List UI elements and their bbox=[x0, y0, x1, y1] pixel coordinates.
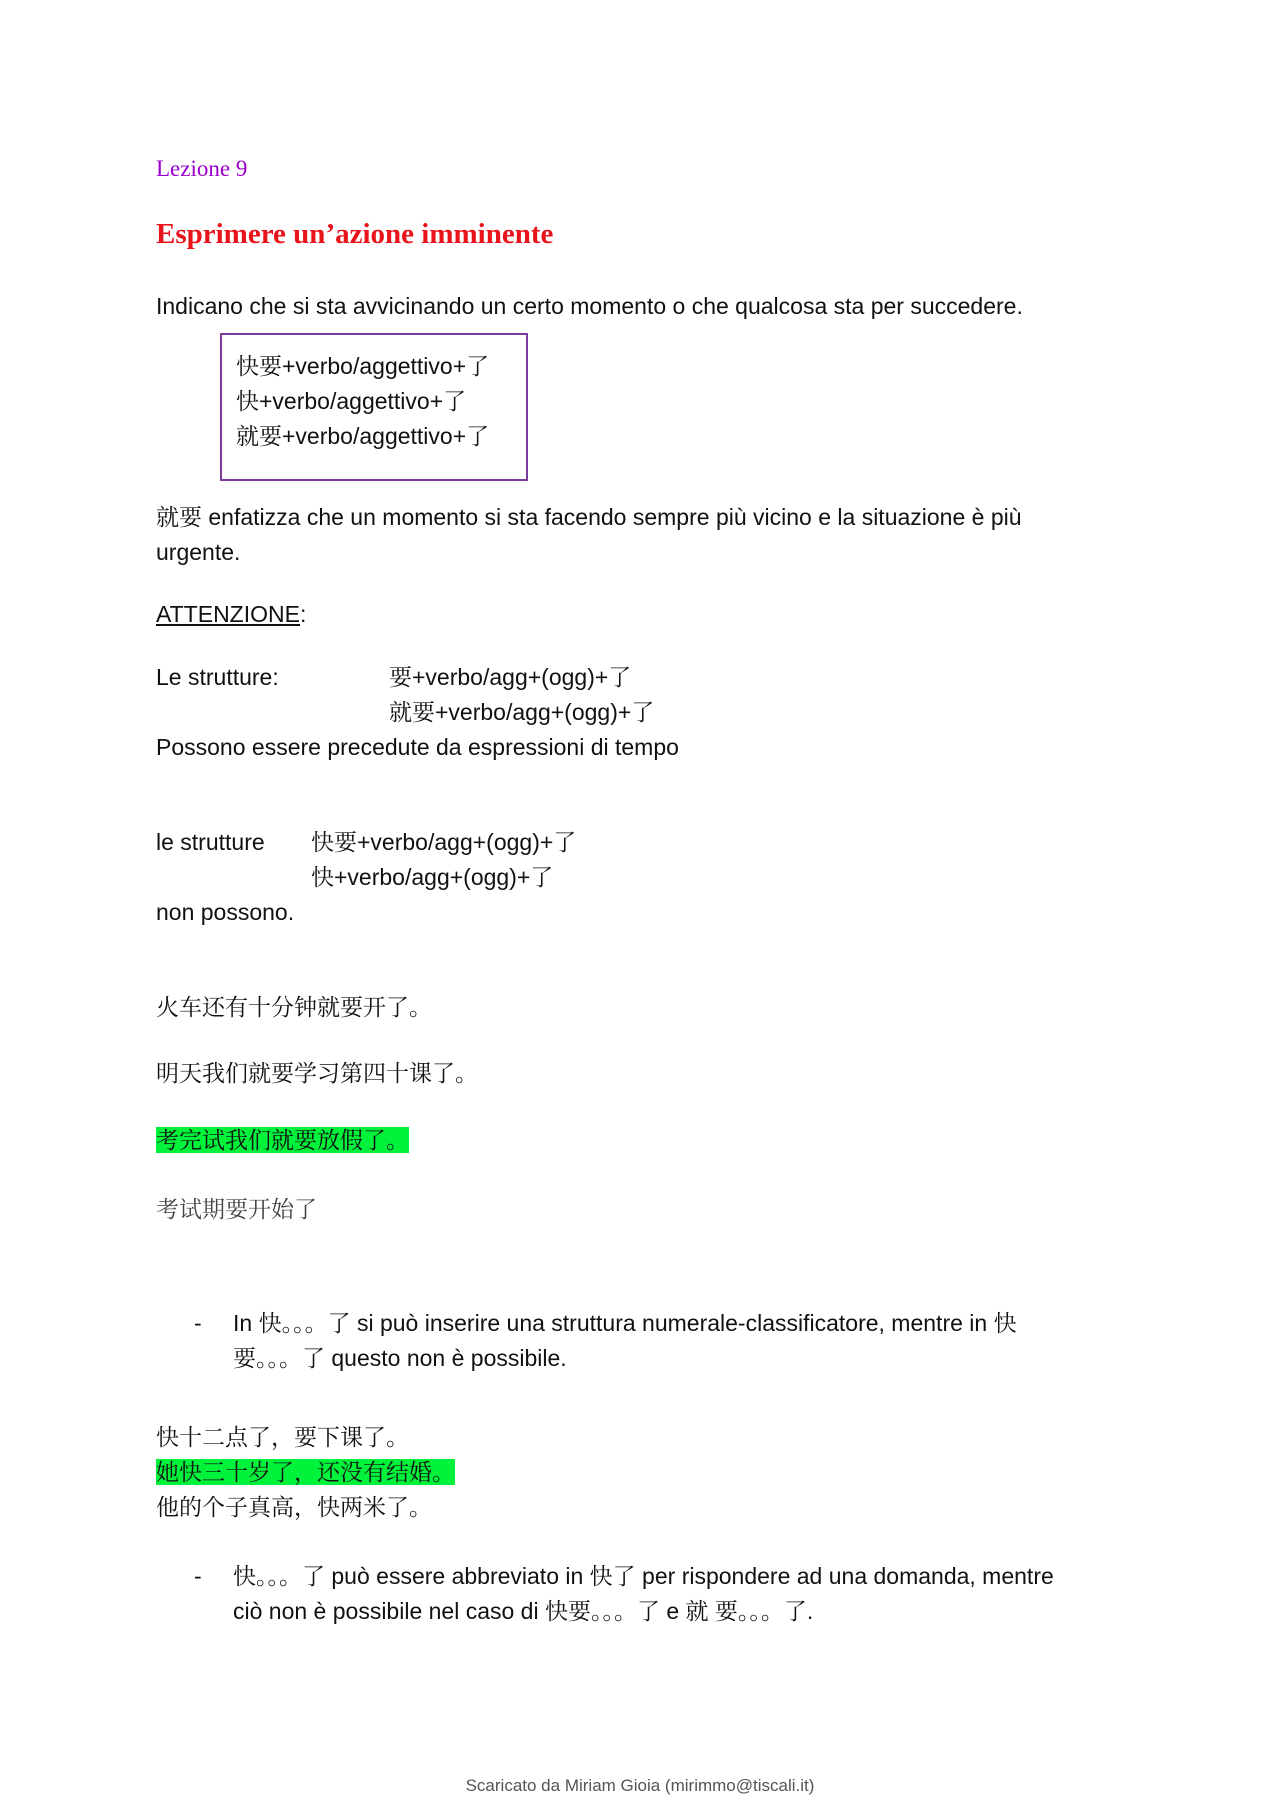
structures-a-label: Le strutture: bbox=[156, 664, 279, 690]
bullet-2-line-1: 快。。。了 può essere abbreviato in 快了 per rispondere ad una domanda, mentre bbox=[233, 1563, 1054, 1589]
highlight: 考完试我们就要放假了。 bbox=[156, 1127, 409, 1153]
download-footer: Scaricato da Miriam Gioia (mirimmo@tiscali.it) bbox=[465, 1776, 815, 1795]
structure-box bbox=[220, 333, 528, 481]
attention-label: ATTENZIONE bbox=[156, 601, 300, 627]
bullet-1-dash: - bbox=[194, 1310, 202, 1336]
structures-b-item-1: 快要+verbo/agg+(ogg)+了 bbox=[311, 829, 577, 855]
example-a-2: 明天我们就要学习第四十课了。 bbox=[156, 1060, 478, 1086]
example-b-3: 他的个子真高，快两米了。 bbox=[156, 1494, 432, 1520]
lesson-number: Lezione 9 bbox=[156, 156, 248, 181]
box-line-2: 快+verbo/aggettivo+了 bbox=[236, 388, 467, 414]
structures-a-item-2: 就要+verbo/agg+(ogg)+了 bbox=[389, 699, 655, 725]
structures-b-item-2: 快+verbo/agg+(ogg)+了 bbox=[311, 864, 554, 890]
bullet-2-dash: - bbox=[194, 1563, 202, 1589]
attention-colon: : bbox=[299, 601, 307, 627]
bullet-2-line-2: ciò non è possibile nel caso di 快要。。。了 e 就 要。。。了. bbox=[233, 1598, 814, 1624]
bullet-1-line-2: 要。。。了 questo non è possibile. bbox=[233, 1345, 567, 1371]
example-b-1: 快十二点了，要下课了。 bbox=[156, 1424, 409, 1450]
emphasis-line-2: urgente. bbox=[156, 539, 241, 565]
highlight: 她快三十岁了，还没有结婚。 bbox=[156, 1459, 455, 1485]
structures-a-note: Possono essere precedute da espressioni di tempo bbox=[156, 734, 679, 760]
box-line-1: 快要+verbo/aggettivo+了 bbox=[236, 353, 490, 379]
example-a-3-highlighted bbox=[156, 1123, 409, 1158]
structures-b-note: non possono. bbox=[156, 899, 295, 925]
structures-b-label: le strutture bbox=[156, 829, 265, 855]
bullet-1-line-1: In 快。。。了 si può inserire una struttura numerale-classificatore, mentre in 快 bbox=[233, 1310, 1017, 1336]
example-a-4: 考试期要开始了 bbox=[156, 1196, 317, 1222]
attention-heading bbox=[156, 597, 306, 632]
emphasis-line-1: 就要 enfatizza che un momento si sta facendo sempre più vicino e la situazione è più bbox=[156, 504, 1022, 530]
structures-a-item-1: 要+verbo/agg+(ogg)+了 bbox=[389, 664, 632, 690]
intro-text: Indicano che si sta avvicinando un certo momento o che qualcosa sta per succedere. bbox=[156, 293, 1023, 319]
example-b-2-highlighted bbox=[156, 1455, 455, 1490]
page-title: Esprimere un’azione imminente bbox=[156, 218, 554, 250]
box-line-3: 就要+verbo/aggettivo+了 bbox=[236, 423, 490, 449]
example-a-1: 火车还有十分钟就要开了。 bbox=[156, 994, 432, 1020]
